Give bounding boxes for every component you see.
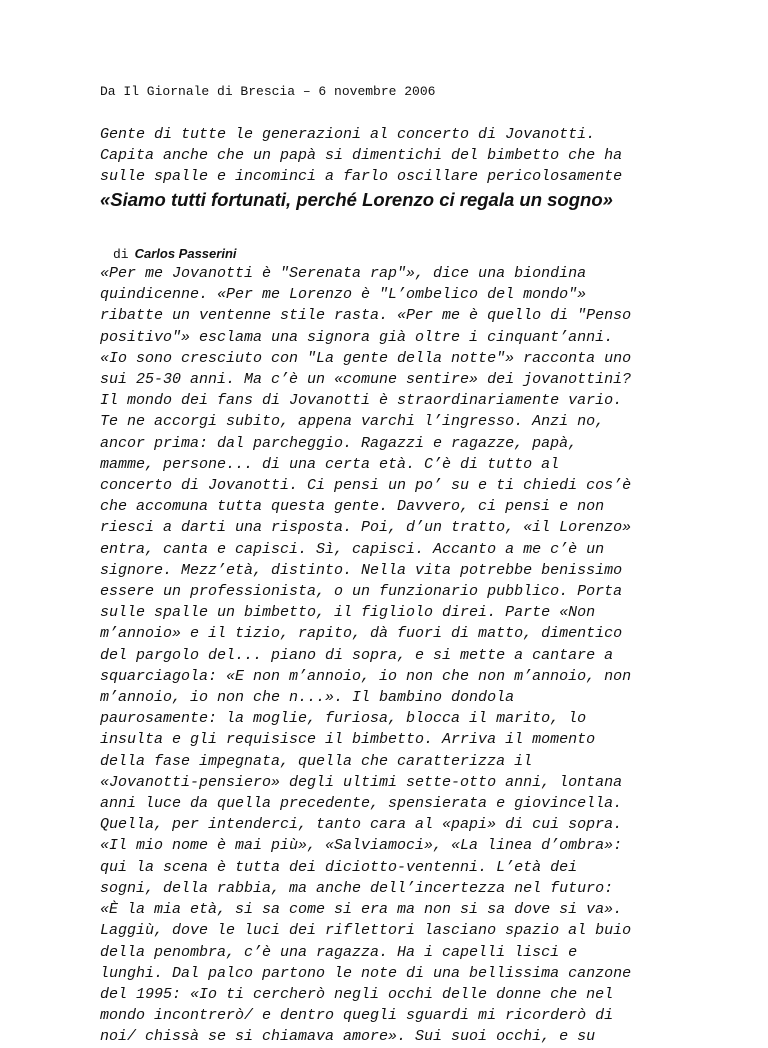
body-line: squarciagola: «E non m’annoio, io non che non m’annoio, non: [100, 667, 632, 685]
body-line: mondo incontrerò/ e dentro quegli sguardi mi ricorderò di: [100, 1007, 614, 1025]
body-line: Quella, per intenderci, tanto cara al «papi» di cui sopra.: [100, 816, 623, 834]
body-line: sogni, della rabbia, ma anche dell’incertezza nel futuro:: [100, 879, 614, 897]
article-body: [100, 263, 631, 1048]
body-line: che accomuna tutta questa gente. Davvero, ci pensi e non: [100, 498, 605, 516]
source-line: Da Il Giornale di Brescia – 6 novembre 2006: [100, 84, 436, 99]
body-line: ancor prima: dal parcheggio. Ragazzi e ragazze, papà,: [100, 434, 578, 452]
body-line: paurosamente: la moglie, furiosa, blocca il marito, lo: [100, 710, 587, 728]
body-line: concerto di Jovanotti. Ci pensi un po’ su e ti chiedi cos’è: [100, 477, 632, 495]
body-line: m’annoio» e il tizio, rapito, dà fuori di matto, dimentico: [100, 625, 623, 643]
body-line: signore. Mezz’età, distinto. Nella vita potrebbe benissimo: [100, 561, 623, 579]
body-line: «Io sono cresciuto con "La gente della notte"» racconta uno: [100, 349, 632, 367]
body-line: entra, canta e capisci. Sì, capisci. Accanto a me c’è un: [100, 540, 605, 558]
body-line: «Per me Jovanotti è "Serenata rap"», dice una biondina: [100, 265, 587, 282]
body-line: riesci a darti una risposta. Poi, d’un tratto, «il Lorenzo»: [100, 519, 632, 537]
body-line: della penombra, c’è una ragazza. Ha i capelli lisci e: [100, 943, 578, 961]
body-line: «Il mio nome è mai più», «Salviamoci», «La linea d’ombra»:: [100, 837, 623, 855]
body-line: lunghi. Dal palco partono le note di una bellissima canzone: [100, 964, 632, 982]
body-line: essere un professionista, o un funzionario pubblico. Porta: [100, 583, 623, 601]
body-line: ribatte un ventenne stile rasta. «Per me è quello di "Penso: [100, 307, 632, 325]
body-line: noi/ chissà se si chiamava amore». Sui suoi occhi, e su: [100, 1028, 596, 1046]
body-line: «Jovanotti-pensiero» degli ultimi sette-otto anni, lontana: [100, 773, 623, 791]
body-line: Laggiù, dove le luci dei riflettori lasciano spazio al buio: [100, 922, 632, 940]
body-line: anni luce da quella precedente, spensierata e giovincella.: [100, 795, 623, 813]
body-line: mamme, persone... di una certa età. C’è di tutto al: [100, 455, 560, 473]
body-line: del 1995: «Io ti cercherò negli occhi delle donne che nel: [100, 985, 614, 1003]
body-line: del pargolo del... piano di sopra, e si mette a cantare a: [100, 646, 614, 664]
body-line: della fase impegnata, quella che caratterizza il: [100, 752, 533, 770]
byline-prefix: di: [113, 247, 129, 262]
body-line: positivo"» esclama una signora già oltre i cinquant’anni.: [100, 328, 614, 346]
article-headline: «Siamo tutti fortunati, perché Lorenzo ci regala un sogno»: [100, 189, 613, 210]
body-line: Il mondo dei fans di Jovanotti è straordinariamente vario.: [100, 392, 623, 410]
deck-line: sulle spalle e incominci a farlo oscillare pericolosamente: [100, 168, 623, 185]
deck-line: Gente di tutte le generazioni al concerto di Jovanotti.: [100, 126, 596, 143]
body-line: insulta e gli requisisce il bimbetto. Arriva il momento: [100, 731, 596, 749]
body-line: Te ne accorgi subito, appena varchi l’ingresso. Anzi no,: [100, 413, 605, 431]
body-line: qui la scena è tutta dei diciotto-ventenni. L’età dei: [100, 858, 578, 876]
body-line: quindicenne. «Per me Lorenzo è "L’ombelico del mondo"»: [100, 286, 587, 304]
deck-line: Capita anche che un papà si dimentichi del bimbetto che ha: [100, 147, 623, 164]
body-line: m’annoio, io non che n...». Il bambino dondola: [100, 689, 515, 707]
article-deck: [100, 124, 622, 187]
body-line: sulle spalle un bimbetto, il figliolo direi. Parte «Non: [100, 604, 596, 622]
byline-author: Carlos Passerini: [134, 246, 237, 261]
body-line: sui 25-30 anni. Ma c’è un «comune sentire» dei jovanottini?: [100, 371, 632, 389]
body-line: «È la mia età, si sa come si era ma non si sa dove si va».: [100, 901, 623, 919]
